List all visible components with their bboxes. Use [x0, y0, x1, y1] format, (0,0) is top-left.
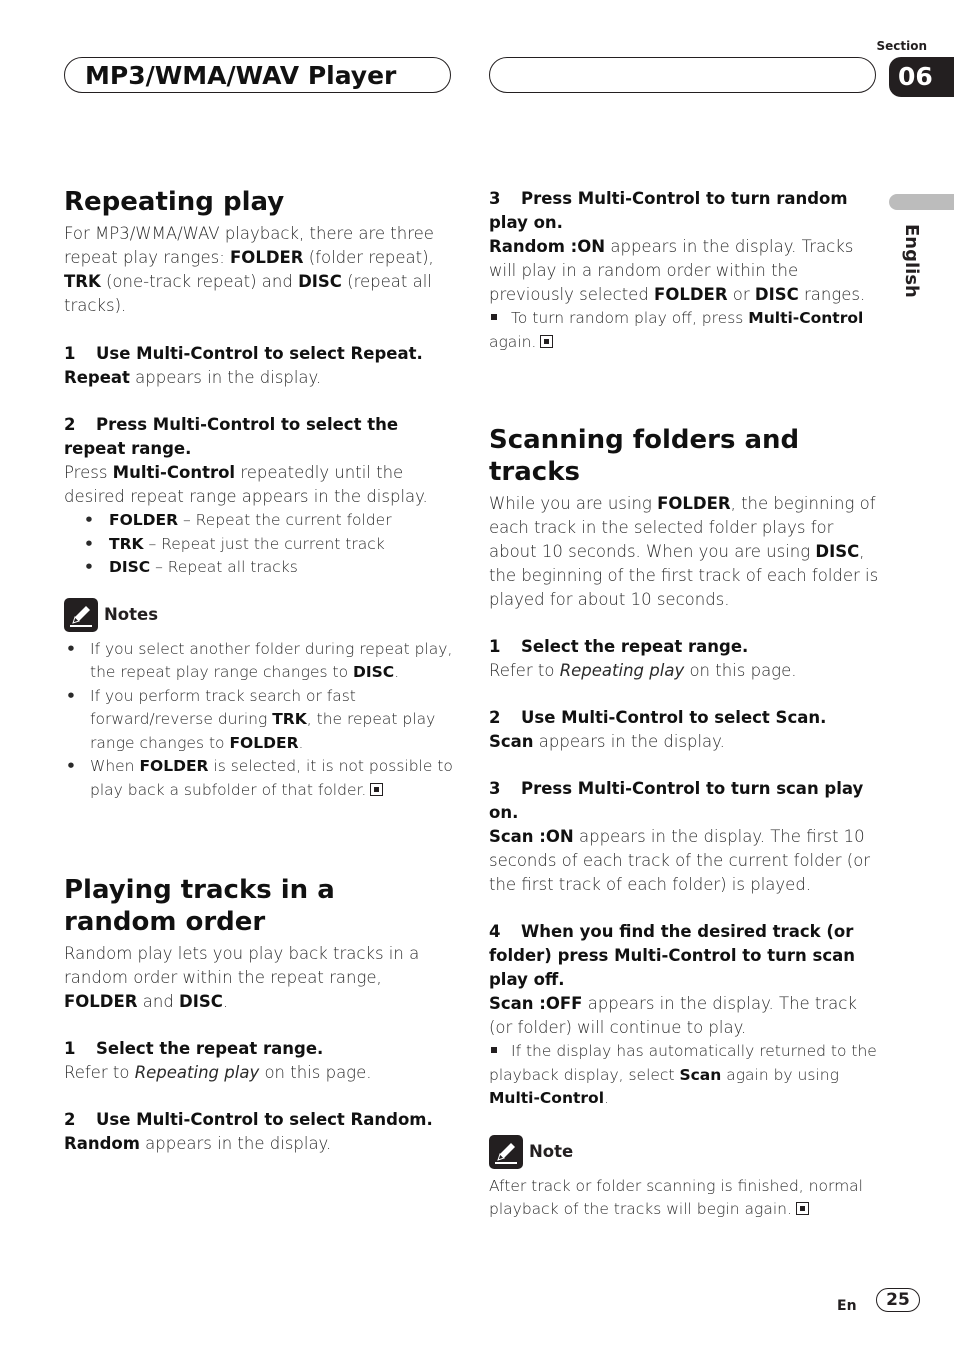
- scanning-step-1-body: Refer to Repeating play on this page.: [489, 661, 797, 680]
- random-step-1: 1 Select the repeat range.: [64, 1039, 324, 1058]
- square-bullet-icon: [491, 1047, 497, 1053]
- section-number: 06: [889, 57, 954, 97]
- repeating-intro: For MP3/WMA/WAV playback, there are three repeat play ranges: FOLDER (folder repeat), TRK (one-track repeat) and DISC (repeat all tracks).: [64, 224, 434, 315]
- square-bullet-icon: [491, 314, 497, 320]
- scanning-step-1: 1 Select the repeat range.: [489, 637, 749, 656]
- list-item: • DISC – Repeat all tracks: [84, 558, 298, 576]
- note-body: After track or folder scanning is finished, normal playback of the tracks will begin again.: [489, 1176, 863, 1218]
- pencil-note-icon: [489, 1135, 523, 1169]
- scanning-step-4-body: Scan :OFF appears in the display. The track (or folder) will continue to play.: [489, 994, 857, 1037]
- notes-list: [64, 638, 456, 803]
- list-item: • If you select another folder during repeat play, the repeat play range changes to DISC.: [66, 639, 453, 681]
- random-step-3: 3 Press Multi-Control to turn random play on.: [489, 189, 848, 232]
- repeating-step-2-body: Press Multi-Control repeatedly until the desired repeat range appears in the display.: [64, 463, 428, 506]
- scanning-step-2: 2 Use Multi-Control to select Scan.: [489, 708, 827, 727]
- notes-title: Notes: [104, 605, 159, 624]
- random-off-tip: To turn random play off, press Multi-Control again.: [489, 309, 864, 351]
- random-step-2-body: Random appears in the display.: [64, 1134, 332, 1153]
- language-tab-bar: [889, 194, 954, 210]
- header-blank-pill: [489, 57, 876, 93]
- repeat-range-list: [64, 509, 456, 580]
- pencil-note-icon: [64, 598, 98, 632]
- note-title: Note: [529, 1142, 574, 1161]
- scanning-step-3-body: Scan :ON appears in the display. The first 10 seconds of each track of the current folder (or the first track of each folder) is played.: [489, 827, 871, 894]
- repeating-step-1-body: Repeat appears in the display.: [64, 368, 322, 387]
- header-title-pill: [64, 57, 451, 93]
- header-title: MP3/WMA/WAV Player: [85, 61, 397, 90]
- list-item: • When FOLDER is selected, it is not possible to play back a subfolder of that folder.: [66, 757, 453, 799]
- section-heading-random: Playing tracks in a random order: [64, 875, 335, 937]
- notes-header: [64, 598, 456, 632]
- repeating-step-2: 2 Press Multi-Control to select the repeat range.: [64, 415, 399, 458]
- language-label: English: [901, 224, 922, 298]
- section-label: Section: [876, 39, 927, 53]
- scanning-tip: If the display has automatically returned to the playback display, select Scan again by using Multi-Control.: [489, 1042, 877, 1107]
- list-item: • TRK – Repeat just the current track: [84, 534, 385, 553]
- end-mark-icon: [796, 1202, 809, 1215]
- scanning-step-4: 4 When you find the desired track (or folder) press Multi-Control to turn scan play off.: [489, 922, 855, 989]
- right-column: [489, 187, 881, 1222]
- list-item: • FOLDER – Repeat the current folder: [84, 511, 392, 529]
- repeating-step-1: 1 Use Multi-Control to select Repeat.: [64, 344, 423, 363]
- scanning-step-3: 3 Press Multi-Control to turn scan play on.: [489, 779, 864, 822]
- language-tab: [893, 224, 933, 304]
- left-column: [64, 186, 456, 1156]
- scanning-intro: While you are using FOLDER, the beginning of each track in the selected folder plays for about 10 seconds. When you are using DISC, the beginning of the first track of each folder is played for about 10 seconds.: [489, 494, 879, 609]
- random-step-2: 2 Use Multi-Control to select Random.: [64, 1110, 433, 1129]
- section-heading-scanning: Scanning folders and tracks: [489, 425, 800, 487]
- end-mark-icon: [540, 335, 553, 348]
- language-code: En: [837, 1298, 857, 1314]
- page-number: 25: [876, 1288, 920, 1312]
- random-intro: Random play lets you play back tracks in a random order within the repeat range, FOLDER and DISC.: [64, 944, 420, 1011]
- random-step-1-body: Refer to Repeating play on this page.: [64, 1063, 372, 1082]
- list-item: • If you perform track search or fast forward/reverse during TRK, the repeat play range changes to FOLDER.: [66, 686, 436, 752]
- note-header: [489, 1135, 881, 1169]
- scanning-step-2-body: Scan appears in the display.: [489, 732, 725, 751]
- random-step-3-body: Random :ON appears in the display. Tracks will play in a random order within the previously selected FOLDER or DISC ranges.: [489, 237, 866, 304]
- section-heading-repeating: Repeating play: [64, 187, 285, 217]
- end-mark-icon: [370, 783, 383, 796]
